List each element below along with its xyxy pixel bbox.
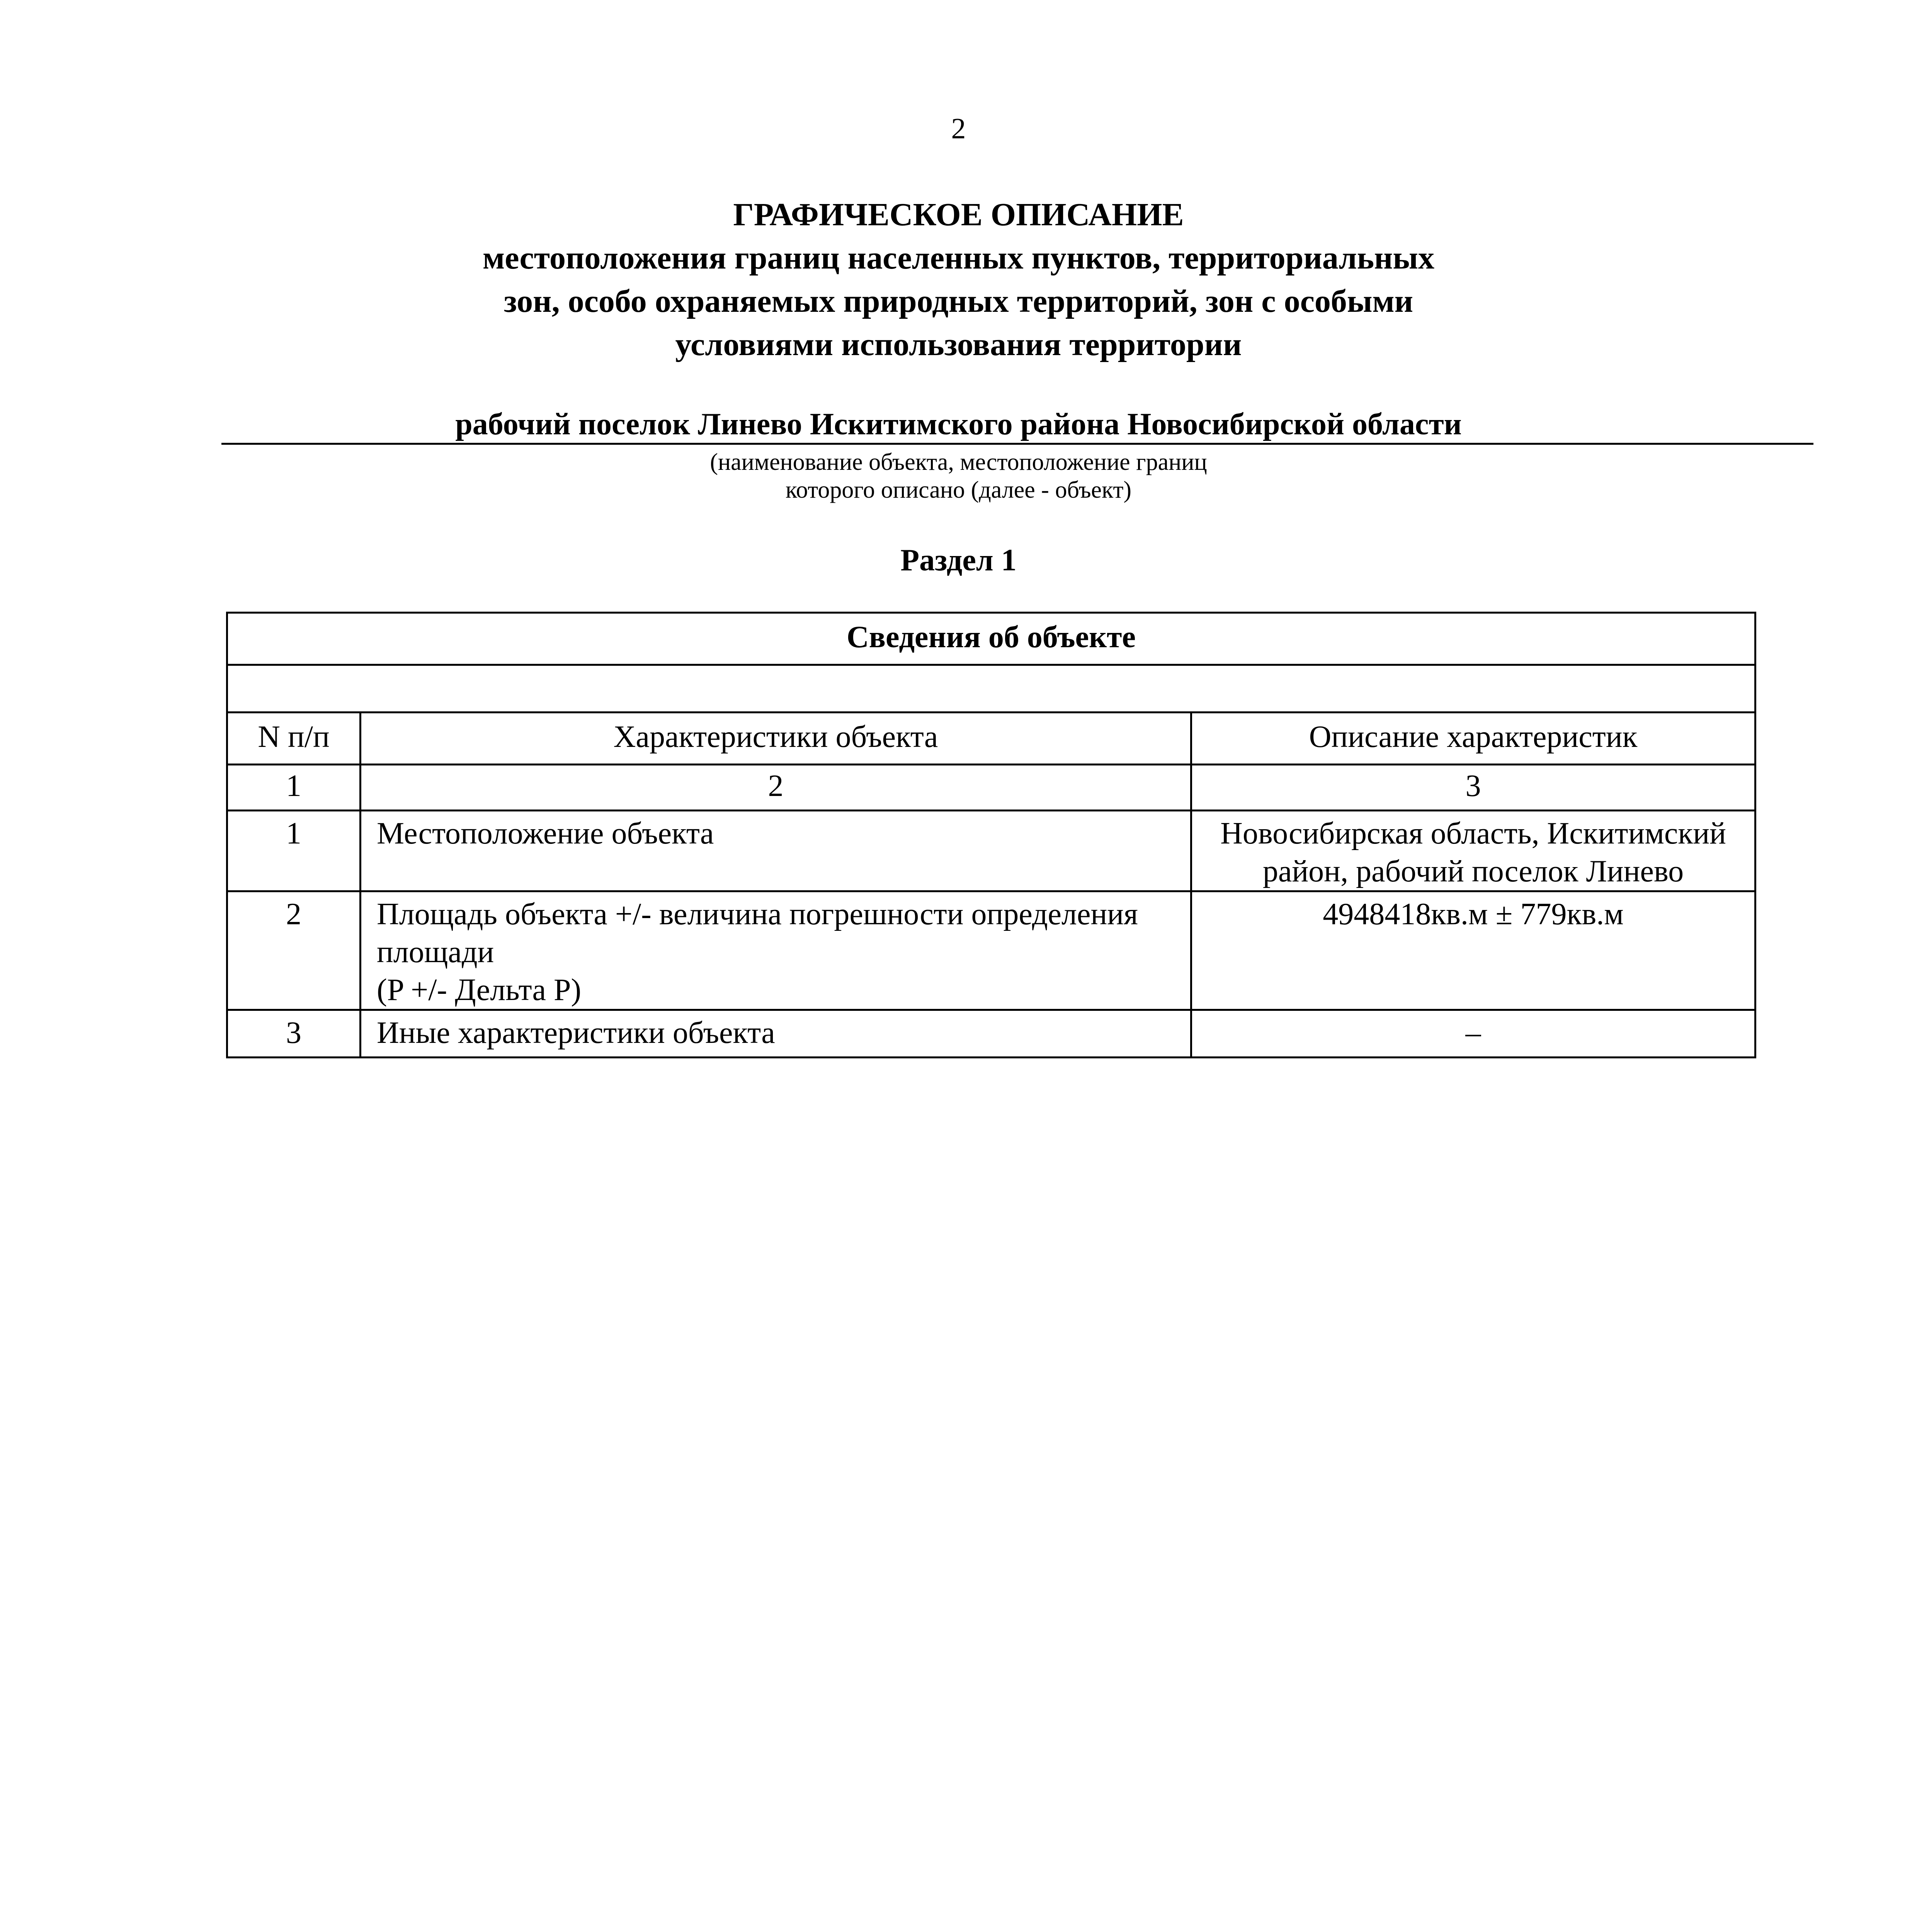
index-num: 1: [227, 765, 361, 811]
table-header-row: [227, 713, 1755, 765]
header-name: Характеристики объекта: [361, 713, 1191, 765]
object-caption-line-1: (наименование объекта, местоположение границ: [710, 449, 1207, 475]
object-name-underline: [221, 443, 1813, 445]
page-number: 2: [951, 112, 966, 145]
table-row: [227, 891, 1755, 1010]
title-line-3: зон, особо охраняемых природных территорий, зон с особыми: [503, 283, 1414, 319]
row-desc: Новосибирская область, Искитимский район, рабочий поселок Линево: [1191, 811, 1755, 891]
section-title: Раздел 1: [900, 543, 1017, 577]
table-caption-row: [227, 613, 1755, 665]
object-caption: [0, 448, 1917, 504]
row-num: 3: [227, 1010, 361, 1058]
title-line-1: ГРАФИЧЕСКОЕ ОПИСАНИЕ: [733, 197, 1184, 233]
row-desc: 4948418кв.м ± 779кв.м: [1191, 891, 1755, 1010]
object-name: рабочий поселок Линево Искитимского района Новосибирской области: [455, 407, 1462, 441]
title-line-4: условиями использования территории: [675, 327, 1242, 362]
header-desc: Описание характеристик: [1191, 713, 1755, 765]
title-line-2: местоположения границ населенных пунктов, территориальных: [483, 240, 1434, 276]
table-index-row: [227, 765, 1755, 811]
table-row: [227, 811, 1755, 891]
object-info-table: [226, 612, 1756, 1058]
row-desc: –: [1191, 1010, 1755, 1058]
row-name: Площадь объекта +/- величина погрешности определения площади (P +/- Дельта P): [361, 891, 1191, 1010]
header-num: N п/п: [227, 713, 361, 765]
table-empty-cell: [227, 665, 1755, 713]
row-name: Местоположение объекта: [361, 811, 1191, 891]
row-name: Иные характеристики объекта: [361, 1010, 1191, 1058]
row-num: 2: [227, 891, 361, 1010]
table-row: [227, 1010, 1755, 1058]
row-num: 1: [227, 811, 361, 891]
document-title: [0, 193, 1917, 366]
index-name: 2: [361, 765, 1191, 811]
table-caption: Сведения об объекте: [227, 613, 1755, 665]
table-empty-row: [227, 665, 1755, 713]
index-desc: 3: [1191, 765, 1755, 811]
object-caption-line-2: которого описано (далее - объект): [785, 477, 1132, 503]
